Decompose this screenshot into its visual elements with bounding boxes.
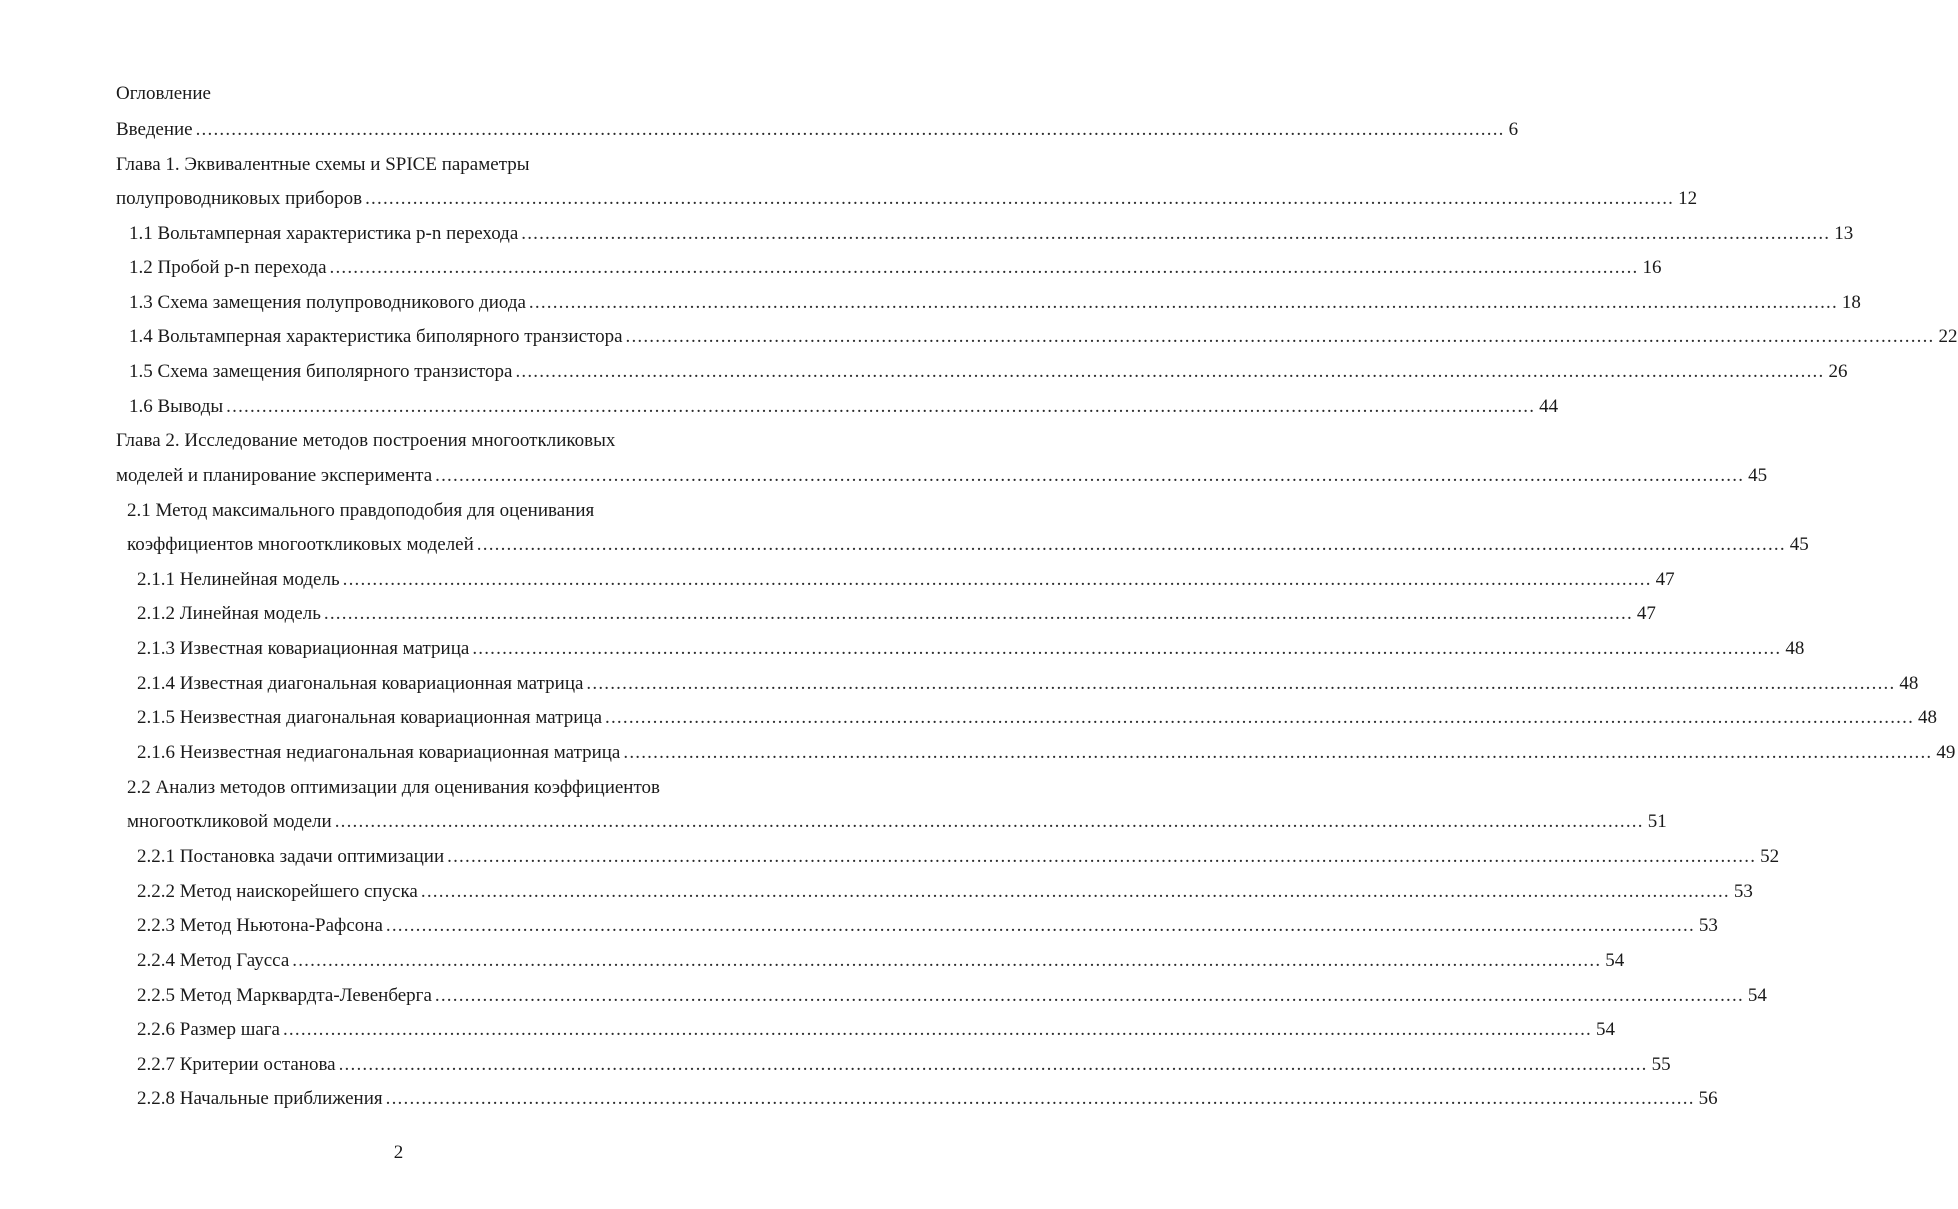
toc-entry <box>116 464 1768 488</box>
toc-entry <box>129 291 1861 315</box>
toc-entry-title: 1.6 Выводы <box>129 396 224 417</box>
toc-entry <box>137 845 1780 869</box>
toc-entry <box>137 637 1805 661</box>
dot-leader: ............................................................................................................................................................................................................................ <box>625 326 1935 347</box>
toc-entry-title: коэффициентов многооткликовых моделей <box>127 534 474 555</box>
dot-leader: ............................................................................................................................................................................................................................ <box>329 257 1639 278</box>
toc-entry <box>127 533 1809 557</box>
dot-leader: ............................................................................................................................................................................................................................ <box>623 742 1933 763</box>
toc-entry-page: 13 <box>1834 223 1854 244</box>
toc-entry-page: 47 <box>1655 569 1675 590</box>
dot-leader: ............................................................................................................................................................................................................................ <box>420 881 1730 902</box>
dot-leader: ............................................................................................................................................................................................................................ <box>365 188 1675 209</box>
dot-leader: ............................................................................................................................................................................................................................ <box>515 361 1825 382</box>
dot-leader: ............................................................................................................................................................................................................................ <box>521 223 1831 244</box>
toc-entry-page: 54 <box>1605 950 1625 971</box>
toc-entry-page: 16 <box>1642 257 1662 278</box>
toc-entry <box>129 395 1559 419</box>
dot-leader: ............................................................................................................................................................................................................................ <box>195 119 1505 140</box>
dot-leader: ............................................................................................................................................................................................................................ <box>342 569 1652 590</box>
page-number: 2 <box>393 1142 404 1163</box>
toc-entry <box>137 602 1656 626</box>
dot-leader: ............................................................................................................................................................................................................................ <box>434 985 1744 1006</box>
dot-leader: ............................................................................................................................................................................................................................ <box>323 603 1633 624</box>
toc-entry-title: 2.2.3 Метод Ньютона-Рафсона <box>137 915 383 936</box>
dot-leader: ............................................................................................................................................................................................................................ <box>282 1019 1592 1040</box>
toc-entry <box>129 325 1958 349</box>
toc-entry-page: 12 <box>1678 188 1698 209</box>
toc-entry-title: 2.2.1 Постановка задачи оптимизации <box>137 846 445 867</box>
toc-entry-page: 56 <box>1698 1088 1718 1109</box>
dot-leader: ............................................................................................................................................................................................................................ <box>528 292 1838 313</box>
dot-leader: ............................................................................................................................................................................................................................ <box>435 465 1745 486</box>
toc-entry-title: 1.3 Схема замещения полупроводникового диода <box>129 292 526 313</box>
toc-entry <box>137 984 1767 1008</box>
toc-entry <box>137 1087 1718 1111</box>
toc-entry <box>129 360 1848 384</box>
dot-leader: ............................................................................................................................................................................................................................ <box>476 534 1786 555</box>
toc-entry-page: 6 <box>1508 119 1519 140</box>
toc-entry-title: 2.2.5 Метод Марквардта-Левенберга <box>137 985 432 1006</box>
toc-entry <box>137 949 1625 973</box>
toc-entry-title: 2.2.4 Метод Гаусса <box>137 950 290 971</box>
toc-entry-title: многооткликовой модели <box>127 811 332 832</box>
dot-leader: ............................................................................................................................................................................................................................ <box>586 673 1896 694</box>
toc-entry <box>129 256 1662 280</box>
toc-entry-title: полупроводниковых приборов <box>116 188 363 209</box>
toc-entry-title: 2.1.5 Неизвестная диагональная ковариационная матрица <box>137 707 603 728</box>
toc-entry <box>127 810 1667 834</box>
toc-entry <box>137 1053 1671 1077</box>
toc-entry-page: 48 <box>1899 673 1919 694</box>
toc-entry-page: 49 <box>1936 742 1956 763</box>
toc-entry-page: 47 <box>1636 603 1656 624</box>
dot-leader: ............................................................................................................................................................................................................................ <box>338 1054 1648 1075</box>
toc-entry-title: 2.1.4 Известная диагональная ковариационная матрица <box>137 673 584 694</box>
dot-leader: ............................................................................................................................................................................................................................ <box>226 396 1536 417</box>
toc-entry-title: 2.1.3 Известная ковариационная матрица <box>137 638 470 659</box>
toc-entry-title: 1.5 Схема замещения биполярного транзистора <box>129 361 513 382</box>
toc-entry-title: моделей и планирование эксперимента <box>116 465 433 486</box>
toc-entry-title: 2.2.8 Начальные приближения <box>137 1088 383 1109</box>
toc-entry-title: 2.1.6 Неизвестная недиагональная ковариационная матрица <box>137 742 621 763</box>
toc-entry <box>116 118 1519 142</box>
toc-entry <box>137 568 1675 592</box>
toc-entry-page: 45 <box>1748 465 1768 486</box>
toc-entry-page: 54 <box>1595 1019 1615 1040</box>
toc-entry-page: 51 <box>1647 811 1667 832</box>
toc-entry-page: 54 <box>1747 985 1767 1006</box>
dot-leader: ............................................................................................................................................................................................................................ <box>447 846 1757 867</box>
toc-entry-page: 52 <box>1760 846 1780 867</box>
dot-leader: ............................................................................................................................................................................................................................ <box>292 950 1602 971</box>
toc-entry-first-line: Глава 1. Эквивалентные схемы и SPICE параметры <box>116 154 530 175</box>
toc-entry <box>137 706 1938 730</box>
toc-entry <box>137 880 1753 904</box>
dot-leader: ............................................................................................................................................................................................................................ <box>605 707 1915 728</box>
toc-entry-title: 2.1.2 Линейная модель <box>137 603 321 624</box>
toc-entry-page: 22 <box>1938 326 1958 347</box>
dot-leader: ............................................................................................................................................................................................................................ <box>472 638 1782 659</box>
toc-entry-first-line: 2.1 Метод максимального правдоподобия для оценивания <box>127 500 595 521</box>
toc-entry <box>137 914 1718 938</box>
toc-heading: Огловление <box>116 83 211 104</box>
toc-entry-first-line: 2.2 Анализ методов оптимизации для оценивания коэффициентов <box>127 777 661 798</box>
toc-entry <box>116 187 1698 211</box>
toc-entry-page: 44 <box>1539 396 1559 417</box>
toc-entry <box>129 222 1854 246</box>
toc-entry-page: 48 <box>1785 638 1805 659</box>
dot-leader: ............................................................................................................................................................................................................................ <box>385 1088 1695 1109</box>
toc-entry <box>137 1018 1615 1042</box>
toc-entry-page: 26 <box>1828 361 1848 382</box>
toc-entry <box>137 741 1956 765</box>
toc-entry-page: 55 <box>1651 1054 1671 1075</box>
dot-leader: ............................................................................................................................................................................................................................ <box>385 915 1695 936</box>
toc-entry-title: Введение <box>116 119 193 140</box>
toc-entry-title: 2.1.1 Нелинейная модель <box>137 569 340 590</box>
toc-entry-page: 53 <box>1698 915 1718 936</box>
toc-entry-title: 1.2 Пробой p-n перехода <box>129 257 327 278</box>
toc-entry-title: 1.4 Вольтамперная характеристика биполярного транзистора <box>129 326 623 347</box>
toc-entry <box>137 672 1919 696</box>
toc-entry-page: 45 <box>1789 534 1809 555</box>
toc-entry-first-line: Глава 2. Исследование методов построения многооткликовых <box>116 430 616 451</box>
toc-entry-page: 18 <box>1841 292 1861 313</box>
toc-entry-title: 2.2.2 Метод наискорейшего спуска <box>137 881 418 902</box>
dot-leader: ............................................................................................................................................................................................................................ <box>334 811 1644 832</box>
toc-entry-title: 2.2.6 Размер шага <box>137 1019 280 1040</box>
toc-entry-title: 2.2.7 Критерии останова <box>137 1054 336 1075</box>
toc-entry-page: 53 <box>1733 881 1753 902</box>
toc-entry-title: 1.1 Вольтамперная характеристика p-n перехода <box>129 223 519 244</box>
toc-entry-page: 48 <box>1918 707 1938 728</box>
